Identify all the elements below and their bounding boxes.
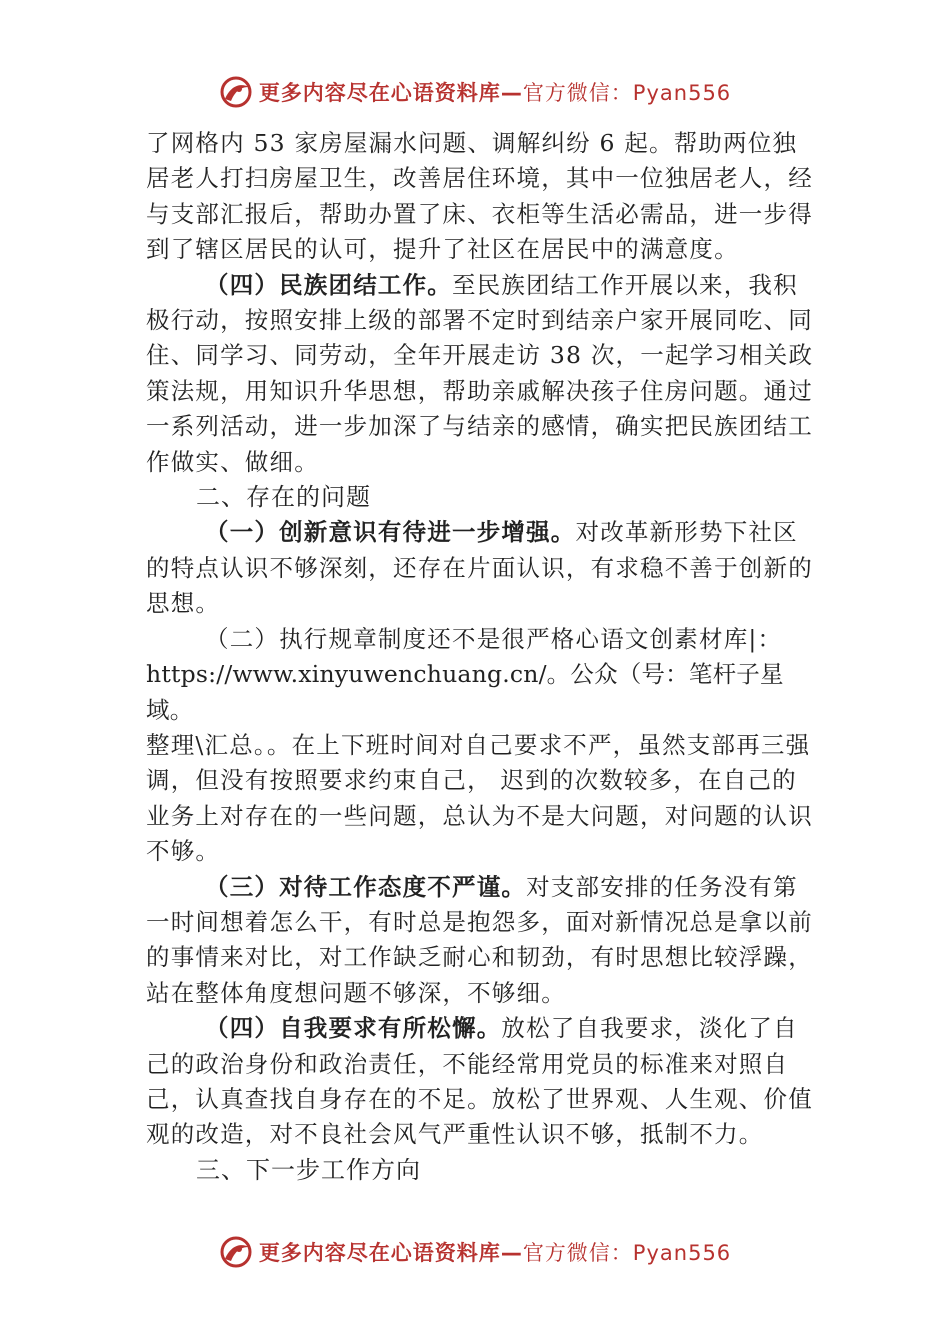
paragraph-title: （一）创新意识有待进一步增强。 bbox=[205, 518, 576, 547]
inline-url: https://www.xinyuwenchuang.cn/。公众（号：笔杆子星域。 bbox=[146, 660, 784, 724]
paragraph-rules: （二）执行规章制度还不是很严格心语文创素材库|： https://www.xinyuwenchuang.cn/。公众（号：笔杆子星域。 整理\汇总。。在上下班时间对自己要求不严，虽然支部再三强调，但没有按照要求约束自己， 迟到的次数较多，在自己的业务上对存在的一些问题，总认为不是大问题，对问题的认识不够。 bbox=[146, 624, 813, 866]
paragraph-ethnic-unity: （四）民族团结工作。至民族团结工作开展以来，我积极行动，按照安排上级的部署不定时到结亲户家开展同吃、同住、同学习、同劳动，全年开展走访 38 次，一起学习相关政策法规，用知识升华思想，帮助亲戚解决孩子住房问题。通过一系列活动，进一步加深了与结亲的感情，确实把民族团结工作做实、做细。 bbox=[146, 270, 814, 476]
paragraph-title: （四）自我要求有所松懈。 bbox=[205, 1014, 502, 1043]
paragraph-self-discipline: （四）自我要求有所松懈。放松了自我要求，淡化了自己的政治身份和政治责任，不能经常用党员的标准来对照自己，认真查找自身存在的不足。放松了世界观、人生观、价值观的改造，对不良社会风气严重性认识不够，抵制不力。 bbox=[146, 1014, 813, 1149]
footer-banner-text: 更多内容尽在心语资料库—官方微信：Pyan556 bbox=[258, 1241, 732, 1265]
header-banner-text: 更多内容尽在心语资料库—官方微信：Pyan556 bbox=[258, 81, 732, 105]
header-banner bbox=[0, 72, 950, 112]
paragraph-title: （四）民族团结工作。 bbox=[205, 270, 452, 299]
brand-logo-icon bbox=[219, 75, 253, 109]
paragraph-title: （三）对待工作态度不严谨。 bbox=[205, 872, 527, 901]
paragraph-continued: 了网格内 53 家房屋漏水问题、调解纠纷 6 起。帮助两位独居老人打扫房屋卫生，改善居住环境，其中一位独居老人，经与支部汇报后，帮助办置了床、衣柜等生活必需品，进一步得到了辖区居民的认可，提升了社区在居民中的满意度。 bbox=[146, 129, 813, 264]
paragraph-innovation: （一）创新意识有待进一步增强。对改革新形势下社区的特点认识不够深刻，还存在片面认识，有求稳不善于创新的思想。 bbox=[146, 518, 813, 618]
paragraph-attitude: （三）对待工作态度不严谨。对支部安排的任务没有第一时间想着怎么干，有时总是抱怨多，面对新情况总是拿以前的事情来对比，对工作缺乏耐心和韧劲，有时思想比较浮躁，站在整体角度想问题不够深，不够细。 bbox=[146, 872, 813, 1007]
brand-logo-icon bbox=[219, 1235, 253, 1269]
footer-banner bbox=[0, 1232, 950, 1272]
document-body bbox=[146, 126, 816, 1188]
section-heading-next-steps: 三、下一步工作方向 bbox=[196, 1155, 421, 1184]
section-heading-problems: 二、存在的问题 bbox=[196, 483, 371, 512]
